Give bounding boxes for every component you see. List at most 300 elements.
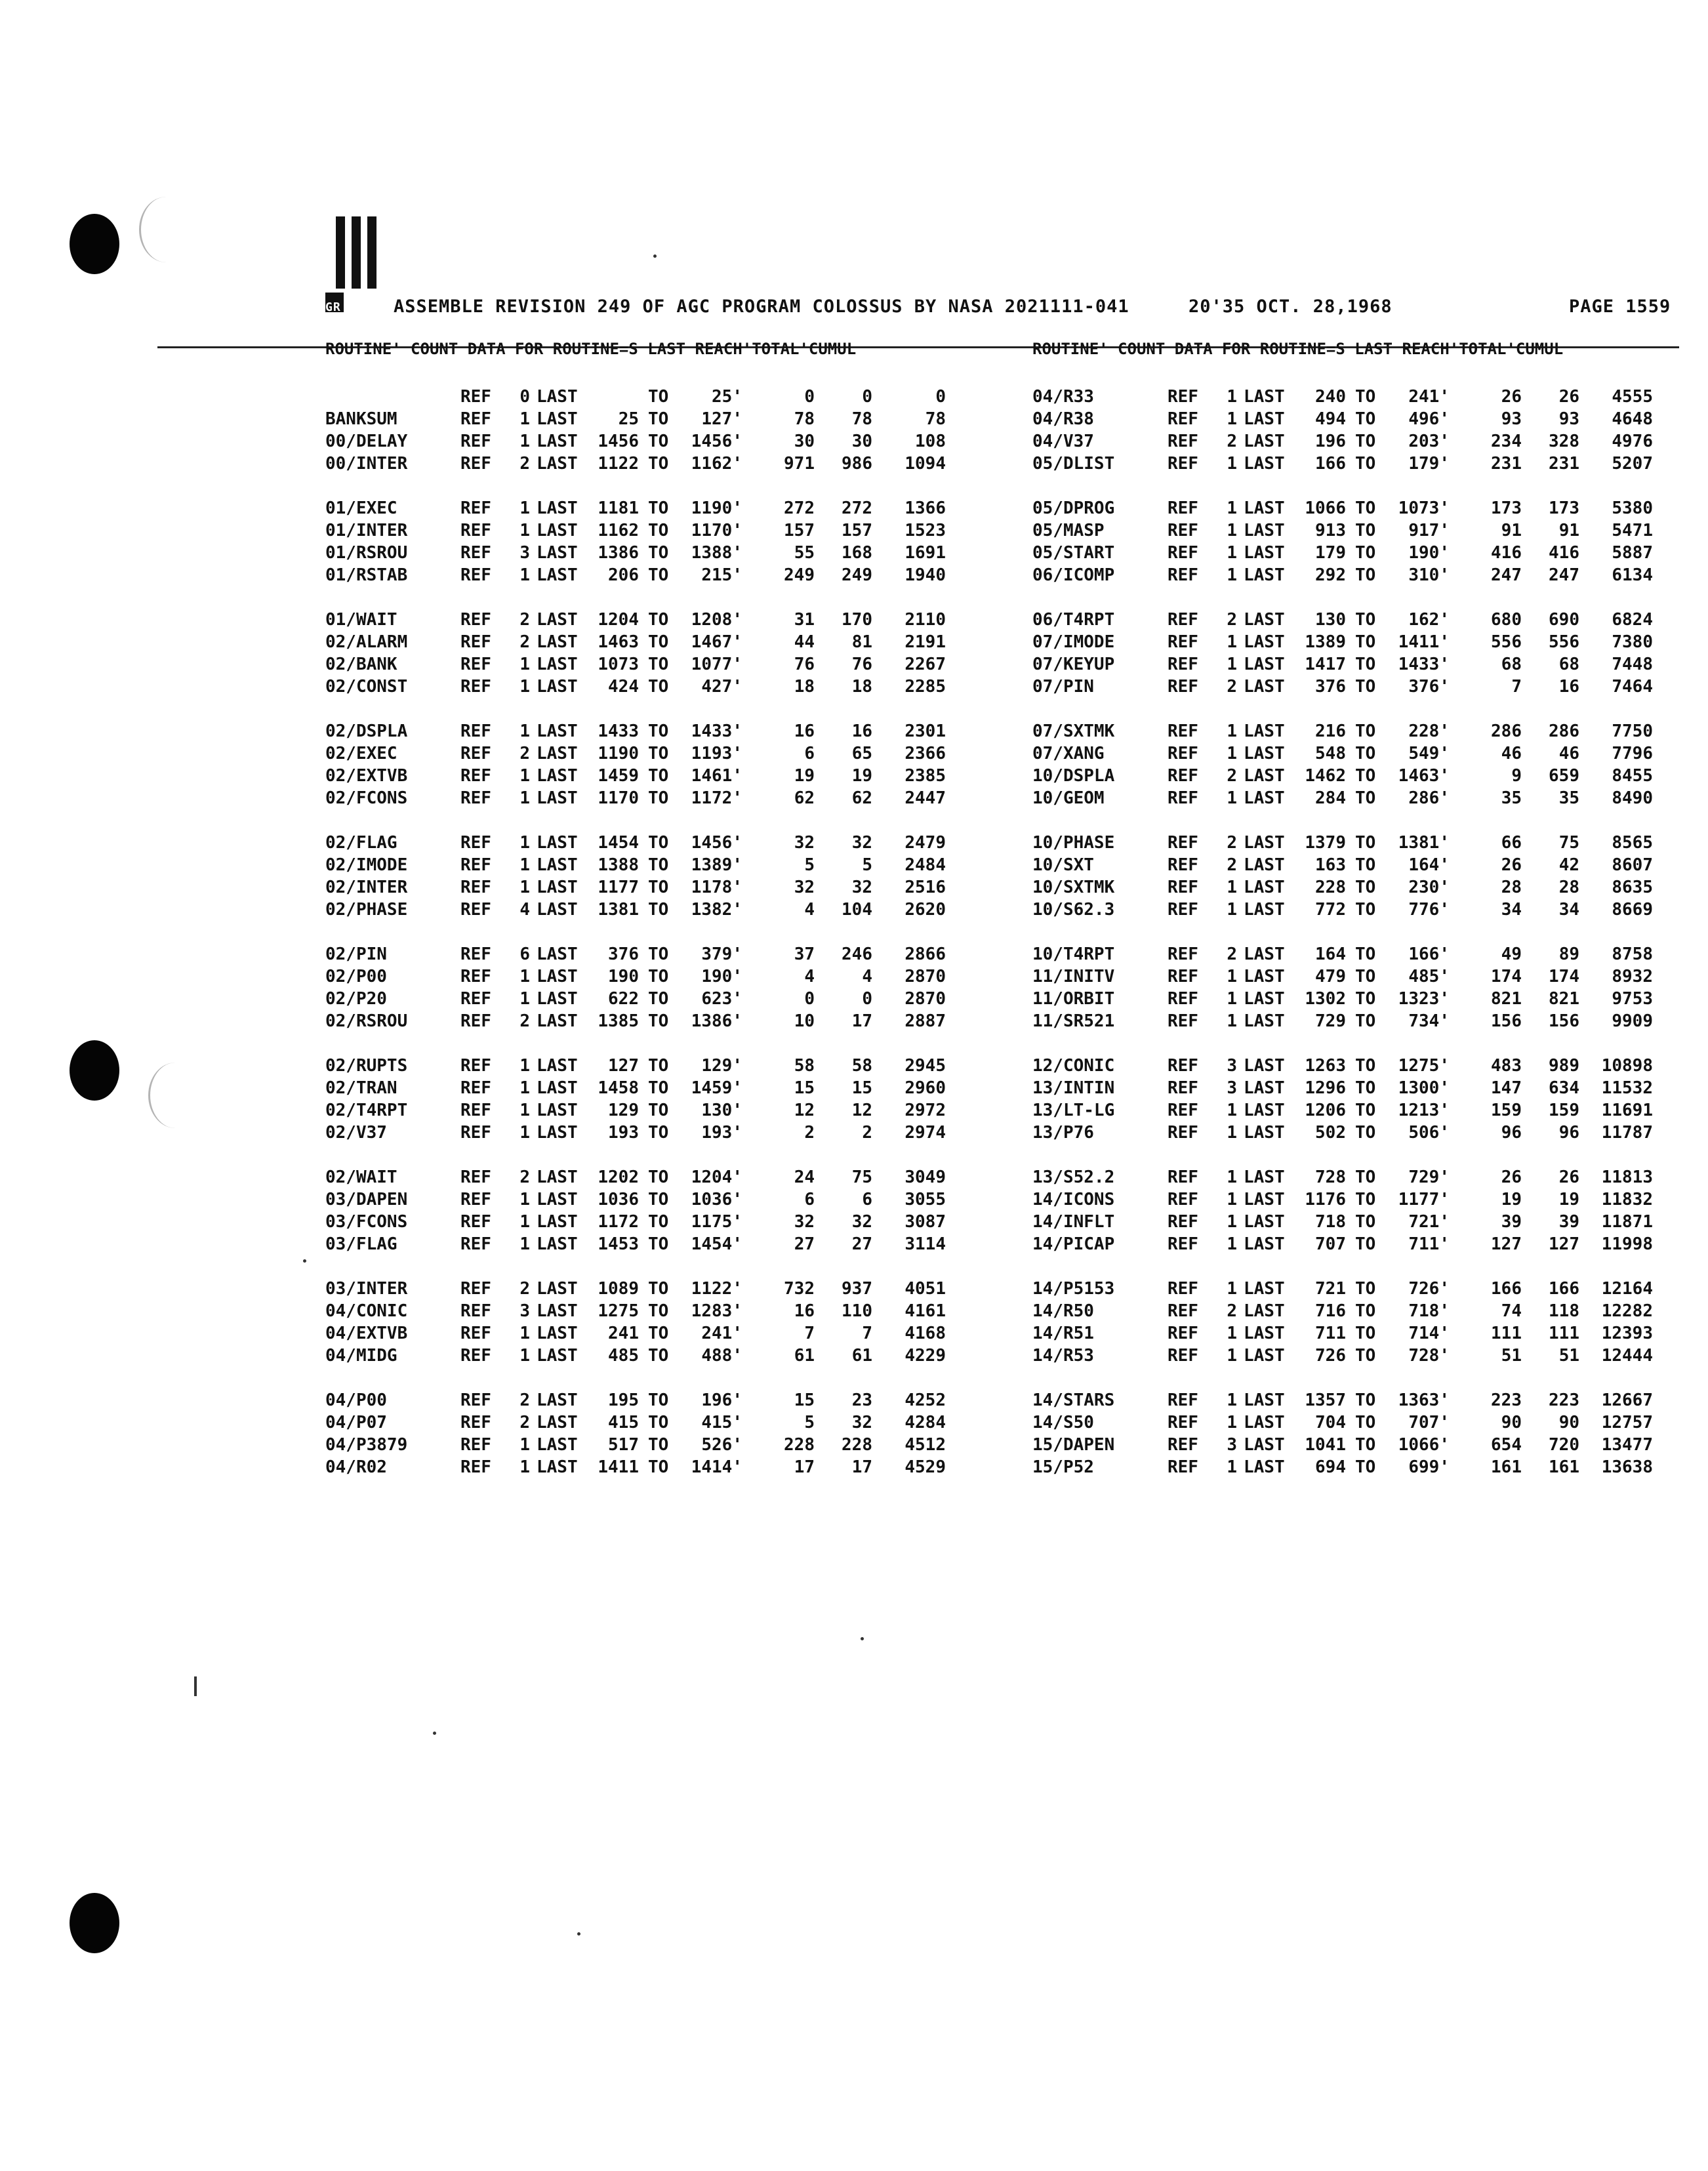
cell-total: 12 [851, 1101, 872, 1120]
cell-from: 485 [608, 1346, 639, 1366]
cell-from: 716 [1315, 1301, 1346, 1321]
cell-routine: 02/RUPTS [325, 1056, 408, 1076]
cell-until: 379' [701, 944, 742, 964]
cell-total: 51 [1558, 1346, 1579, 1366]
cell-cumul: 4051 [905, 1279, 946, 1299]
cell-routine: BANKSUM [325, 409, 397, 429]
header-mark: GR [325, 300, 341, 314]
cell-total: 111 [1549, 1324, 1579, 1343]
cell-count: 1 [1227, 1324, 1237, 1343]
cell-last: LAST [1244, 1190, 1285, 1209]
cell-from: 284 [1315, 788, 1346, 808]
cell-routine: 14/INFLT [1032, 1212, 1115, 1232]
cell-ref: REF [1168, 878, 1198, 897]
cell-until: 1275' [1398, 1056, 1450, 1076]
cell-ref: REF [460, 409, 491, 429]
listing-row [1032, 1099, 1688, 1122]
cell-ref: REF [460, 944, 491, 964]
cell-routine: 03/INTER [325, 1279, 408, 1299]
listing-row [1032, 1278, 1688, 1300]
cell-cumul: 1691 [905, 543, 946, 563]
cell-ref: REF [460, 632, 491, 652]
cell-from: 622 [608, 989, 639, 1009]
cell-until: 526' [701, 1435, 742, 1455]
cell-reach: 66 [1501, 833, 1522, 853]
cell-total: 0 [862, 387, 872, 407]
cell-ref: REF [1168, 833, 1198, 853]
cell-cumul: 2267 [905, 655, 946, 674]
cell-to: TO [648, 1101, 669, 1120]
cell-count: 1 [1227, 900, 1237, 920]
cell-cumul: 4161 [905, 1301, 946, 1321]
cell-to: TO [648, 432, 669, 451]
cell-total: 174 [1549, 967, 1579, 986]
cell-reach: 159 [1491, 1101, 1522, 1120]
cell-total: 17 [851, 1457, 872, 1477]
cell-routine: 07/KEYUP [1032, 655, 1115, 674]
cell-from: 1385 [598, 1011, 639, 1031]
cell-routine: 12/CONIC [1032, 1056, 1115, 1076]
cell-routine: 05/MASP [1032, 521, 1105, 540]
cell-reach: 247 [1491, 565, 1522, 585]
cell-routine: 04/R02 [325, 1457, 387, 1477]
binder-hole-top [70, 214, 119, 274]
cell-cumul: 3114 [905, 1234, 946, 1254]
cell-reach: 19 [1501, 1190, 1522, 1209]
cell-last: LAST [537, 1346, 578, 1366]
listing-row [325, 1233, 994, 1255]
cell-from: 1456 [598, 432, 639, 451]
listing-row [1032, 1166, 1688, 1188]
cell-routine: 05/DPROG [1032, 498, 1115, 518]
cell-last: LAST [537, 766, 578, 786]
cell-cumul: 4976 [1612, 432, 1653, 451]
timestamp: 20'35 OCT. 28,1968 [1189, 296, 1393, 317]
cell-last: LAST [1244, 721, 1285, 741]
cell-total: 986 [842, 454, 872, 474]
cell-reach: 7 [1511, 677, 1522, 697]
cell-reach: 44 [794, 632, 815, 652]
cell-cumul: 2484 [905, 855, 946, 875]
cell-count: 1 [519, 766, 530, 786]
listing-row [325, 542, 994, 564]
cell-from: 1041 [1305, 1435, 1346, 1455]
cell-total: 247 [1549, 565, 1579, 585]
cell-cumul: 5380 [1612, 498, 1653, 518]
listing-row [325, 1211, 994, 1233]
listing-row [325, 1389, 994, 1411]
cell-last: LAST [537, 855, 578, 875]
cell-until: 286' [1408, 788, 1450, 808]
cell-cumul: 78 [925, 409, 946, 429]
cell-routine: 13/S52.2 [1032, 1167, 1115, 1187]
listing-row [325, 765, 994, 787]
cell-until: 1467' [691, 632, 742, 652]
cell-last: LAST [537, 944, 578, 964]
cell-count: 1 [519, 1123, 530, 1143]
cell-last: LAST [537, 1390, 578, 1410]
cell-reach: 26 [1501, 1167, 1522, 1187]
cell-until: 1208' [691, 610, 742, 630]
cell-from: 195 [608, 1390, 639, 1410]
cell-from: 479 [1315, 967, 1346, 986]
cell-last: LAST [537, 1167, 578, 1187]
listing-row [325, 653, 994, 676]
cell-from: 1417 [1305, 655, 1346, 674]
cell-from: 1206 [1305, 1101, 1346, 1120]
cell-reach: 68 [1501, 655, 1522, 674]
cell-reach: 6 [804, 1190, 815, 1209]
cell-total: 231 [1549, 454, 1579, 474]
cell-count: 1 [519, 432, 530, 451]
cell-until: 203' [1408, 432, 1450, 451]
cell-total: 127 [1549, 1234, 1579, 1254]
listing-row [325, 386, 994, 408]
listing-row [1032, 854, 1688, 876]
cell-until: 1459' [691, 1078, 742, 1098]
cell-until: 1170' [691, 521, 742, 540]
cell-from: 240 [1315, 387, 1346, 407]
cell-cumul: 2974 [905, 1123, 946, 1143]
cell-count: 1 [1227, 989, 1237, 1009]
listing-row [1032, 676, 1688, 698]
cell-last: LAST [537, 744, 578, 763]
listing-row [1032, 1188, 1688, 1211]
cell-last: LAST [1244, 521, 1285, 540]
group-gap [325, 586, 994, 609]
cell-routine: 14/R50 [1032, 1301, 1094, 1321]
cell-reach: 35 [1501, 788, 1522, 808]
cell-total: 89 [1558, 944, 1579, 964]
group-gap [325, 1144, 994, 1166]
listing-row [1032, 1322, 1688, 1345]
cell-count: 1 [519, 967, 530, 986]
cell-last: LAST [537, 721, 578, 741]
listing-row [325, 676, 994, 698]
cell-total: 34 [1558, 900, 1579, 920]
cell-to: TO [648, 677, 669, 697]
listing-row [1032, 742, 1688, 765]
cell-until: 1177' [1398, 1190, 1450, 1209]
cell-from: 517 [608, 1435, 639, 1455]
cell-reach: 78 [794, 409, 815, 429]
cell-from: 1263 [1305, 1056, 1346, 1076]
listing-row [1032, 876, 1688, 899]
cell-reach: 51 [1501, 1346, 1522, 1366]
cell-count: 1 [1227, 1212, 1237, 1232]
cell-count: 1 [519, 655, 530, 674]
cell-cumul: 12757 [1601, 1413, 1653, 1432]
cell-ref: REF [460, 1190, 491, 1209]
cell-ref: REF [1168, 521, 1198, 540]
cell-total: 62 [851, 788, 872, 808]
cell-last: LAST [1244, 744, 1285, 763]
cell-total: 118 [1549, 1301, 1579, 1321]
cell-cumul: 2620 [905, 900, 946, 920]
cell-routine: 04/R38 [1032, 409, 1094, 429]
cell-ref: REF [1168, 1190, 1198, 1209]
cell-ref: REF [1168, 1457, 1198, 1477]
cell-until: 1456' [691, 432, 742, 451]
cell-reach: 34 [1501, 900, 1522, 920]
cell-to: TO [1355, 989, 1376, 1009]
cell-cumul: 4648 [1612, 409, 1653, 429]
cell-to: TO [648, 744, 669, 763]
cell-cumul: 7796 [1612, 744, 1653, 763]
cell-count: 3 [519, 1301, 530, 1321]
binder-hole-bottom [70, 1893, 119, 1953]
listing-row [325, 899, 994, 921]
cell-cumul: 3049 [905, 1167, 946, 1187]
cell-total: 4 [862, 967, 872, 986]
cell-from: 193 [608, 1123, 639, 1143]
cell-count: 1 [519, 1190, 530, 1209]
cell-routine: 15/P52 [1032, 1457, 1094, 1477]
cell-total: 15 [851, 1078, 872, 1098]
cell-from: 1089 [598, 1279, 639, 1299]
cell-last: LAST [1244, 1457, 1285, 1477]
cell-until: 1122' [691, 1279, 742, 1299]
cell-routine: 02/TRAN [325, 1078, 397, 1098]
listing-row [325, 876, 994, 899]
cell-until: 130' [701, 1101, 742, 1120]
cell-ref: REF [1168, 944, 1198, 964]
cell-total: 228 [842, 1435, 872, 1455]
group-gap [1032, 1255, 1688, 1278]
cell-from: 913 [1315, 521, 1346, 540]
cell-reach: 2 [804, 1123, 815, 1143]
page-title: ASSEMBLE REVISION 249 OF AGC PROGRAM COLOSSUS BY NASA 2021111-041 [394, 296, 1129, 317]
cell-count: 1 [1227, 788, 1237, 808]
cell-to: TO [1355, 1390, 1376, 1410]
cell-last: LAST [1244, 1301, 1285, 1321]
cell-cumul: 2972 [905, 1101, 946, 1120]
cell-to: TO [1355, 655, 1376, 674]
cell-to: TO [648, 721, 669, 741]
cell-reach: 286 [1491, 721, 1522, 741]
cell-to: TO [1355, 1212, 1376, 1232]
cell-ref: REF [1168, 1324, 1198, 1343]
cell-routine: 14/STARS [1032, 1390, 1115, 1410]
cell-ref: REF [1168, 1234, 1198, 1254]
cell-total: 156 [1549, 1011, 1579, 1031]
cell-last: LAST [537, 1056, 578, 1076]
listing-row [1032, 408, 1688, 430]
listing-row [325, 497, 994, 519]
cell-count: 3 [1227, 1056, 1237, 1076]
cell-total: 35 [1558, 788, 1579, 808]
listing-row [325, 965, 994, 988]
cell-until: 729' [1408, 1167, 1450, 1187]
cell-reach: 483 [1491, 1056, 1522, 1076]
cell-total: 104 [842, 900, 872, 920]
cell-ref: REF [1168, 855, 1198, 875]
cell-cumul: 2447 [905, 788, 946, 808]
listing-row [325, 453, 994, 475]
cell-cumul: 2870 [905, 989, 946, 1009]
cell-last: LAST [537, 1101, 578, 1120]
cell-from: 548 [1315, 744, 1346, 763]
cell-to: TO [648, 655, 669, 674]
cell-routine: 07/SXTMK [1032, 721, 1115, 741]
cell-last: LAST [1244, 1167, 1285, 1187]
cell-to: TO [648, 1346, 669, 1366]
cell-count: 1 [519, 1078, 530, 1098]
cell-total: 46 [1558, 744, 1579, 763]
cell-reach: 28 [1501, 878, 1522, 897]
cell-count: 2 [1227, 944, 1237, 964]
cell-count: 1 [1227, 1390, 1237, 1410]
cell-until: 1463' [1398, 766, 1450, 786]
cell-reach: 228 [784, 1435, 815, 1455]
cell-last: LAST [537, 833, 578, 853]
cell-until: 728' [1408, 1346, 1450, 1366]
cell-last: LAST [1244, 944, 1285, 964]
cell-to: TO [648, 1279, 669, 1299]
cell-last: LAST [1244, 1234, 1285, 1254]
cell-count: 1 [1227, 632, 1237, 652]
cell-to: TO [1355, 632, 1376, 652]
cell-until: 1162' [691, 454, 742, 474]
cell-ref: REF [460, 766, 491, 786]
speck [433, 1732, 436, 1735]
cell-cumul: 9909 [1612, 1011, 1653, 1031]
cell-last: LAST [1244, 878, 1285, 897]
cell-reach: 174 [1491, 967, 1522, 986]
listing-row [325, 1099, 994, 1122]
cell-to: TO [648, 1190, 669, 1209]
cell-cumul: 2870 [905, 967, 946, 986]
cell-to: TO [648, 855, 669, 875]
cell-last: LAST [1244, 1324, 1285, 1343]
binder-hole-middle [70, 1040, 119, 1101]
cell-total: 32 [851, 833, 872, 853]
cell-cumul: 5887 [1612, 543, 1653, 563]
cell-count: 1 [1227, 655, 1237, 674]
listing-row [325, 430, 994, 453]
cell-last: LAST [537, 610, 578, 630]
cell-until: 721' [1408, 1212, 1450, 1232]
cell-from: 1453 [598, 1234, 639, 1254]
cell-last: LAST [1244, 1279, 1285, 1299]
cell-from: 166 [1315, 454, 1346, 474]
cell-count: 1 [1227, 1346, 1237, 1366]
cell-routine: 04/P00 [325, 1390, 387, 1410]
listing-row [1032, 765, 1688, 787]
cell-cumul: 1366 [905, 498, 946, 518]
cell-ref: REF [460, 521, 491, 540]
cell-ref: REF [460, 1078, 491, 1098]
cell-count: 1 [519, 1056, 530, 1076]
cell-total: 159 [1549, 1101, 1579, 1120]
cell-from: 1181 [598, 498, 639, 518]
cell-last: LAST [1244, 454, 1285, 474]
listing-row [1032, 1010, 1688, 1032]
cell-total: 75 [851, 1167, 872, 1187]
cell-total: 32 [851, 878, 872, 897]
listing-row [325, 832, 994, 854]
cell-total: 16 [851, 721, 872, 741]
cell-count: 2 [1227, 610, 1237, 630]
cell-from: 1302 [1305, 989, 1346, 1009]
cell-ref: REF [460, 565, 491, 585]
cell-from: 1122 [598, 454, 639, 474]
cell-to: TO [648, 1457, 669, 1477]
cell-count: 2 [1227, 766, 1237, 786]
cell-reach: 173 [1491, 498, 1522, 518]
cell-routine: 13/P76 [1032, 1123, 1094, 1143]
cell-reach: 61 [794, 1346, 815, 1366]
cell-routine: 02/PHASE [325, 900, 408, 920]
cell-until: 1363' [1398, 1390, 1450, 1410]
cell-routine: 02/FCONS [325, 788, 408, 808]
cell-reach: 0 [804, 387, 815, 407]
cell-count: 2 [1227, 432, 1237, 451]
listing-row [1032, 1211, 1688, 1233]
cell-last: LAST [1244, 1413, 1285, 1432]
cell-until: 1300' [1398, 1078, 1450, 1098]
cell-total: 61 [851, 1346, 872, 1366]
cell-routine: 00/DELAY [325, 432, 408, 451]
cell-routine: 11/INITV [1032, 967, 1115, 986]
listing-row [1032, 386, 1688, 408]
cell-from: 25 [618, 409, 639, 429]
cell-ref: REF [460, 788, 491, 808]
cell-total: 65 [851, 744, 872, 763]
cell-from: 772 [1315, 900, 1346, 920]
cell-until: 711' [1408, 1234, 1450, 1254]
speck [194, 1676, 197, 1696]
cell-from: 1459 [598, 766, 639, 786]
cell-to: TO [648, 387, 669, 407]
cell-until: 707' [1408, 1413, 1450, 1432]
cell-to: TO [1355, 387, 1376, 407]
cell-ref: REF [460, 855, 491, 875]
cell-to: TO [648, 498, 669, 518]
cell-to: TO [1355, 1435, 1376, 1455]
cell-until: 166' [1408, 944, 1450, 964]
listing-right [1032, 386, 1688, 1478]
cell-to: TO [1355, 721, 1376, 741]
cell-reach: 5 [804, 855, 815, 875]
cell-count: 2 [1227, 1301, 1237, 1321]
listing-row [325, 1010, 994, 1032]
cell-count: 1 [1227, 1011, 1237, 1031]
listing-row [1032, 943, 1688, 965]
cell-count: 1 [1227, 878, 1237, 897]
cell-ref: REF [1168, 1123, 1198, 1143]
cell-routine: 06/ICOMP [1032, 565, 1115, 585]
cell-ref: REF [460, 454, 491, 474]
cell-count: 1 [1227, 543, 1237, 563]
cell-to: TO [648, 610, 669, 630]
cell-routine: 10/S62.3 [1032, 900, 1115, 920]
cell-to: TO [1355, 1123, 1376, 1143]
cell-cumul: 2866 [905, 944, 946, 964]
cell-ref: REF [460, 900, 491, 920]
cell-last: LAST [537, 387, 578, 407]
cell-until: 1077' [691, 655, 742, 674]
cell-until: 1382' [691, 900, 742, 920]
page-number: PAGE 1559 [1569, 296, 1671, 317]
cell-reach: 15 [794, 1390, 815, 1410]
cell-reach: 231 [1491, 454, 1522, 474]
cell-reach: 76 [794, 655, 815, 674]
cell-reach: 46 [1501, 744, 1522, 763]
cell-until: 1461' [691, 766, 742, 786]
cell-total: 556 [1549, 632, 1579, 652]
cell-until: 190' [701, 967, 742, 986]
